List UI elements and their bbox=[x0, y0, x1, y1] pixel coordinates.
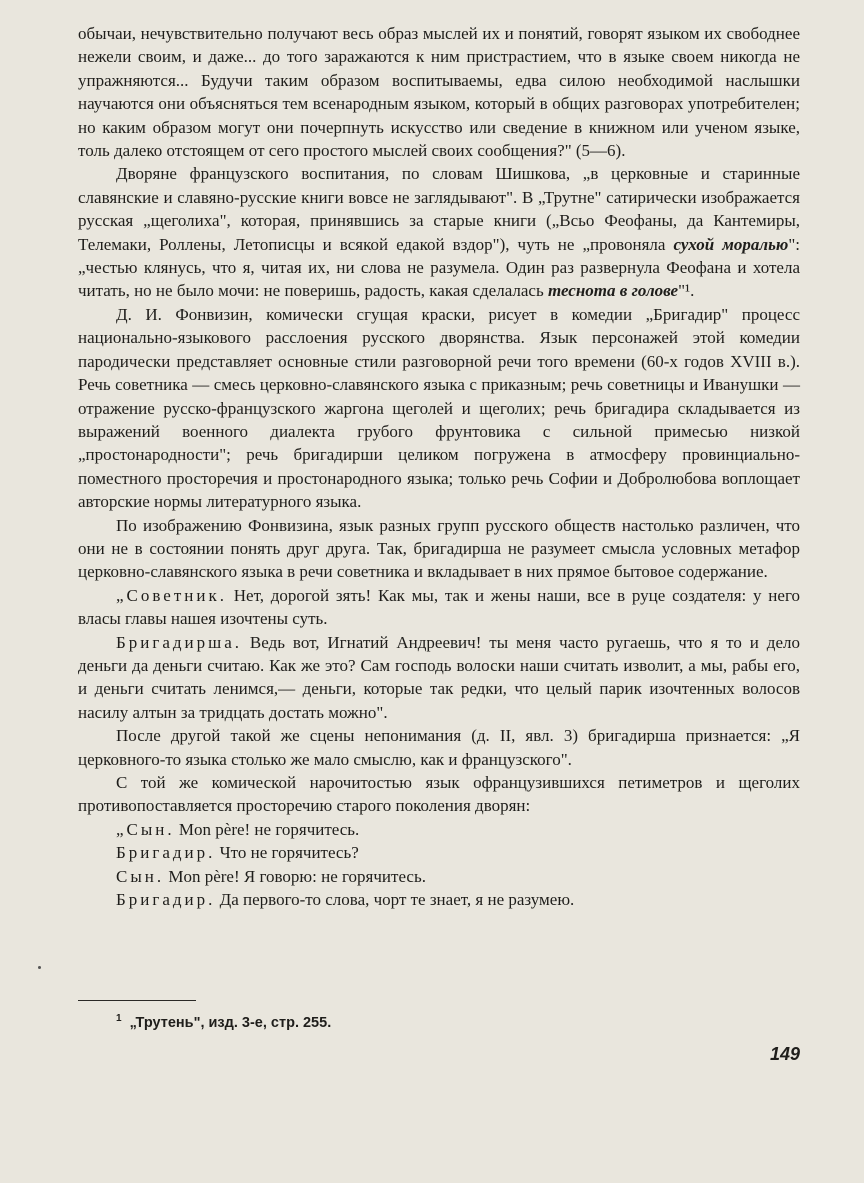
margin-dot bbox=[38, 966, 41, 969]
dialog-line-2-text: Ведь вот, Игнатий Андреевич! ты меня часто ругаешь, что я то и дело деньги да деньги считаю. Как же это? Сам господь волоски наши считать изволит, а мы, рабы его, и деньги считать ленимся,— деньги, которые так редки, что целый парик изочтенных волосов насилу алтын за тридцать достать можно". bbox=[78, 632, 800, 722]
paragraph-4: По изображению Фонвизина, язык разных групп русского обществ настолько различен, что они не в состоянии понять друг друга. Так, бригадирша не разумеет смысла условных метафор церковно-славянского языка в речи советника и вкладывает в них прямое бытовое содержание. bbox=[78, 515, 800, 582]
speaker-son-2: Сын. bbox=[116, 866, 165, 886]
paragraph-2-part-b: ": „честью клянусь, что я, читая их, ни слова не разумела. Один раз развернула Феофана и хотела читать, но не было мочи: не поверишь, радость, какая сделалась bbox=[78, 234, 800, 301]
paragraph-2 bbox=[78, 162, 800, 302]
dialog-line-5-text: Mon père! Я говорю: не горячитесь. bbox=[164, 866, 426, 886]
speaker-brigadier: Бригадир. bbox=[116, 843, 216, 863]
paragraph-2-part-a: Дворяне французского воспитания, по словам Шишкова, „в церковные и старинные славянские и славяно-русские книги вовсе не заглядывают". В „Трутне" сатирически изображается русская „щеголиха", которая, принявшись за старые книги („Всьо Феофаны, да Кантемиры, Телемаки, Роллены, Летописцы и всякой едакой вздор"), чуть не „провоняла bbox=[78, 164, 800, 254]
speaker-counselor: „Советник. bbox=[116, 585, 227, 605]
dialog-line-5 bbox=[78, 865, 800, 888]
dialog-line-6 bbox=[78, 888, 800, 911]
footnote bbox=[116, 1013, 331, 1031]
italic-phrase-head: теснота в голове bbox=[547, 281, 679, 301]
dialog-line-2 bbox=[78, 631, 800, 725]
paragraph-5: После другой такой же сцены непонимания (д. II, явл. 3) бригадирша признается: „Я церковного-то языка столько же мало смыслю, как и французского". bbox=[78, 726, 800, 769]
dialog-line-1 bbox=[78, 584, 800, 631]
dialog-line-4 bbox=[78, 841, 800, 864]
paragraph-6: С той же комической нарочитостью язык офранцузившихся петиметров и щеголих противопоставляется просторечию старого поколения дворян: bbox=[78, 773, 800, 816]
dialog-line-6-text: Да первого-то слова, чорт те знает, я не разумею. bbox=[215, 890, 575, 910]
footnote-text: „Трутень", изд. 3-е, стр. 255. bbox=[129, 1014, 332, 1031]
dialog-line-3 bbox=[78, 818, 800, 841]
paragraph-2-part-c: "¹. bbox=[678, 281, 695, 301]
speaker-son: „Сын. bbox=[116, 819, 175, 839]
speaker-brigadier-2: Бригадир. bbox=[116, 890, 216, 910]
dialog-line-1-text: Нет, дорогой зять! Как мы, так и жены наши, все в руце создателя: у него власы главы нашея изочтены суть. bbox=[78, 585, 800, 629]
footnote-marker: 1 bbox=[116, 1013, 122, 1024]
paragraph-3: Д. И. Фонвизин, комически сгущая краски, рисует в комедии „Бригадир" процесс национально-языкового расслоения русского дворянства. Язык персонажей этой комедии пародически представляет основные стили разговорной речи того времени (60-х годов XVIII в.). Речь советника — смесь церковно-славянского языка с приказным; речь советницы и Иванушки — отражение русско-французского жаргона щеголей и щеголих; речь бригадира складывается из выражений военного диалекта грубого фрунтовика с сильной примесью низкой „простонародности"; речь бригадирши целиком погружена в атмосферу провинциально-поместного просторечия и простонародного языка; только речь Софии и Добролюбова воплощает авторские нормы литературного языка. bbox=[78, 304, 800, 512]
speaker-brigadier-wife: Бригадирша. bbox=[116, 632, 243, 652]
dialog-line-3-text: Mon père! не горячитесь. bbox=[174, 819, 360, 839]
body-text bbox=[78, 22, 800, 911]
page-number: 149 bbox=[770, 1044, 801, 1064]
dialog-line-4-text: Что не горячитесь? bbox=[215, 843, 359, 863]
footnote-rule bbox=[78, 1000, 196, 1001]
italic-phrase-moral: сухой моралью bbox=[673, 234, 789, 254]
paragraph-1: обычаи, нечувствительно получают весь образ мыслей их и понятий, говорят языком их свободнее нежели своим, и даже... до того заражаются к ним пристрастием, что в языке своем никогда не упражняются... Будучи таким образом воспитываемы, едва силою необходимой наслышки научаются они объясняться тем всенародным языком, который в общих разговорах употребителен; но каким образом могут они почерпнуть искусство или сведение в книжном или ученом языке, толь далеко отстоящем от сего простого мыслей своих сообщения?" (5—6). bbox=[78, 24, 800, 161]
